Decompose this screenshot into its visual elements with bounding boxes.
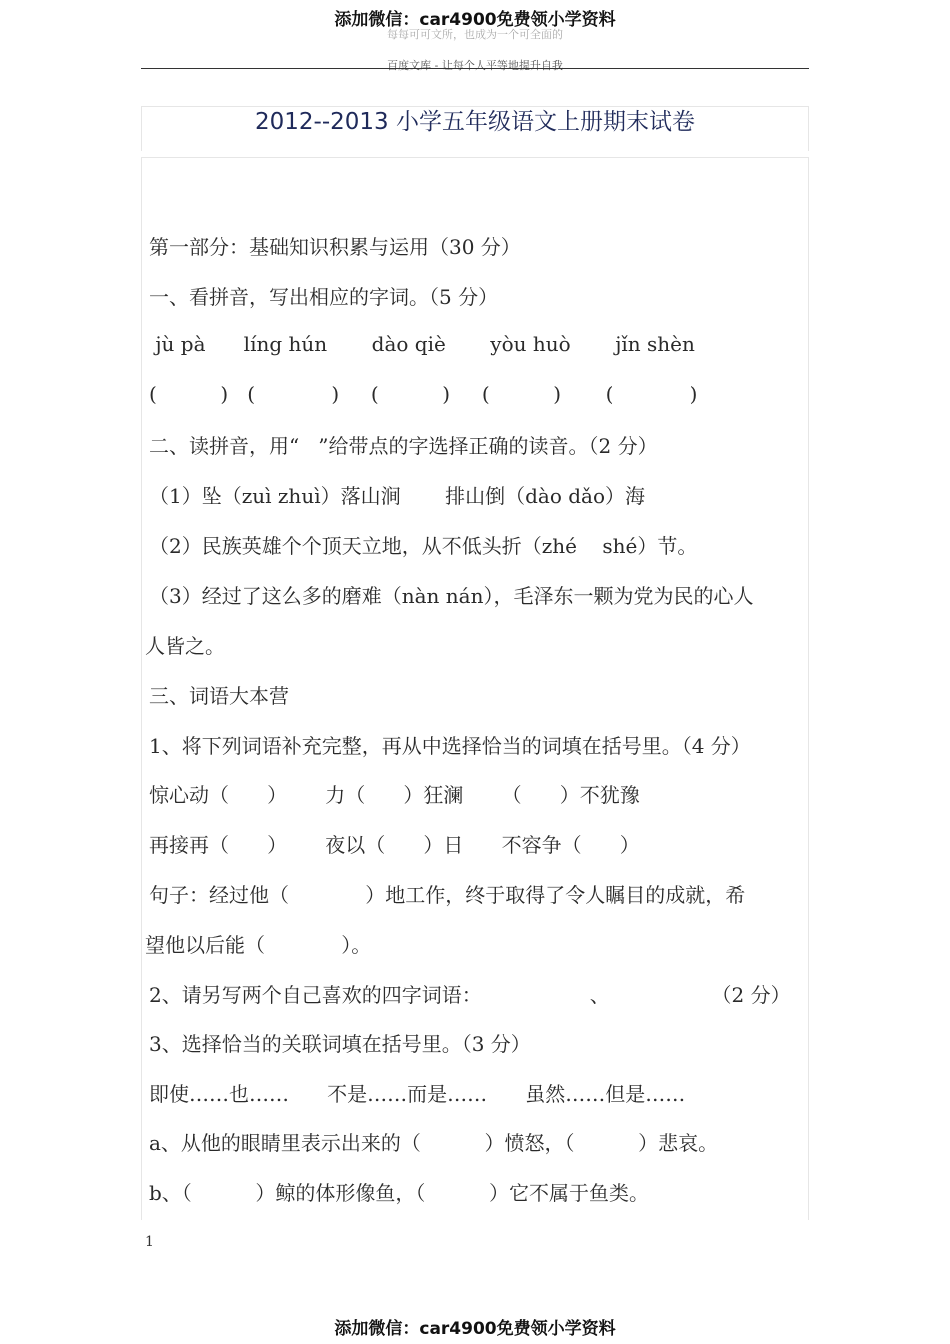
page-title: 2012--2013 小学五年级语文上册期末试卷 bbox=[255, 109, 695, 135]
section-heading: 第一部分：基础知识积累与运用（30 分） bbox=[149, 235, 521, 259]
question-3-1-heading: 1、将下列词语补充完整，再从中选择恰当的词填在括号里。（4 分） bbox=[149, 734, 751, 758]
bottom-watermark: 添加微信：car4900免费领小学资料 bbox=[334, 1319, 616, 1339]
sentence-line-cont: 望他以后能（ ）。 bbox=[145, 933, 372, 957]
question-1-heading: 一、看拼音，写出相应的字词。（5 分） bbox=[149, 285, 499, 309]
question-2-item-2: （2）民族英雄个个顶天立地，从不低头折（zhé shé）节。 bbox=[149, 534, 698, 558]
question-2-heading: 二、读拼音，用“ ”给带点的字选择正确的读音。（2 分） bbox=[149, 434, 658, 458]
question-3-3-b: b、（ ）鲸的体形像鱼，（ ）它不属于鱼类。 bbox=[149, 1181, 649, 1205]
header-rule bbox=[141, 68, 809, 69]
sentence-line: 句子：经过他（ ）地工作，终于取得了令人瞩目的成就，希 bbox=[149, 883, 746, 907]
pinyin-row: jù pà líng hún dào qiè yòu huò jǐn shèn bbox=[149, 332, 695, 356]
answer-brackets-row: ( ) ( ) ( ) ( ) ( ) bbox=[149, 382, 698, 406]
idiom-row-1: 惊心动（ ） 力（ ）狂澜 （ ）不犹豫 bbox=[149, 783, 640, 807]
question-2-item-1: （1）坠（zuì zhuì）落山涧 排山倒（dào dǎo）海 bbox=[149, 484, 645, 508]
idiom-row-2: 再接再（ ） 夜以（ ）日 不容争（ ） bbox=[149, 833, 640, 857]
ghost-header-text: 每每可可文所，也成为一个可全面的 bbox=[387, 28, 563, 41]
question-3-3-a: a、从他的眼睛里表示出来的（ ）愤怒，（ ）悲哀。 bbox=[149, 1131, 719, 1155]
page-number: 1 bbox=[145, 1234, 154, 1250]
top-watermark: 添加微信：car4900免费领小学资料 bbox=[334, 10, 616, 30]
question-2-item-3-cont: 人皆之。 bbox=[145, 634, 225, 658]
question-3-3-heading: 3、选择恰当的关联词填在括号里。（3 分） bbox=[149, 1032, 531, 1056]
site-slogan: 百度文库 - 让每个人平等地提升自我 bbox=[387, 59, 563, 72]
question-3-heading: 三、词语大本营 bbox=[149, 684, 289, 708]
question-3-2: 2、请另写两个自己喜欢的四字词语： 、 （2 分） bbox=[149, 983, 791, 1007]
conjunction-options: 即使……也…… 不是……而是…… 虽然……但是…… bbox=[149, 1082, 686, 1106]
question-2-item-3: （3）经过了这么多的磨难（nàn nán），毛泽东一颗为党为民的心人 bbox=[149, 584, 754, 608]
